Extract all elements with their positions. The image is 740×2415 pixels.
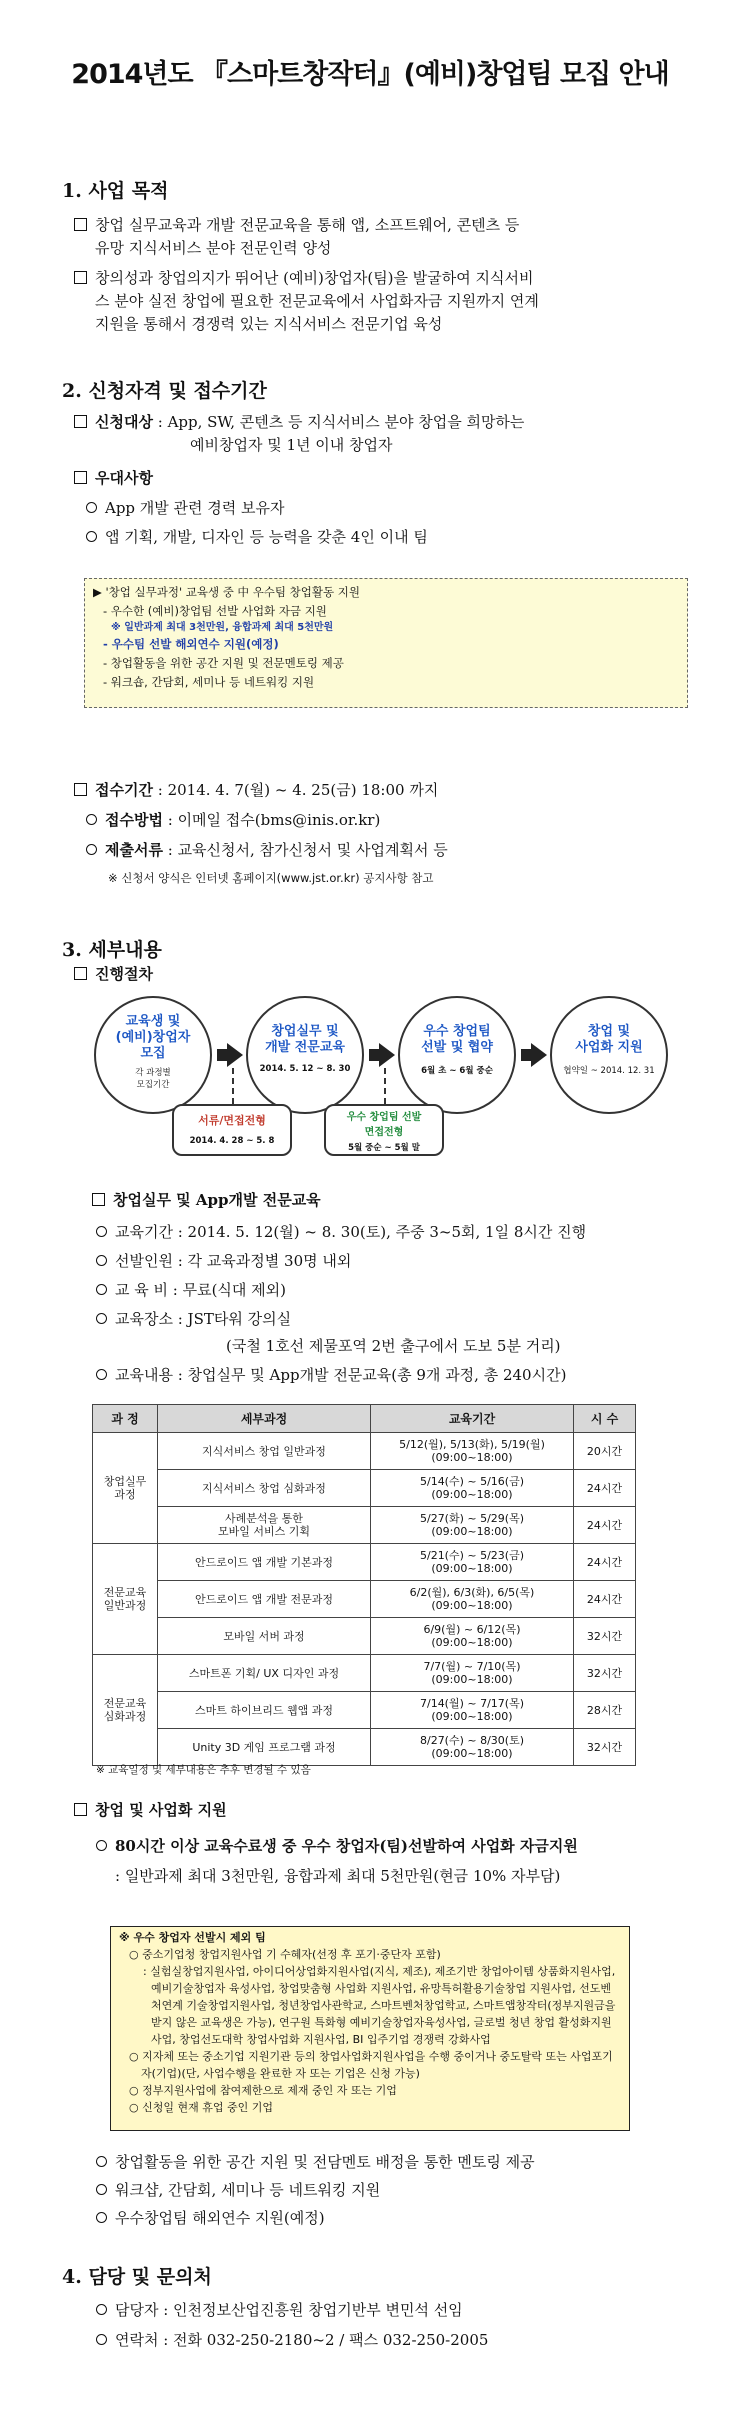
flow-step-date: 각 과정별 모집기간: [135, 1068, 171, 1090]
square-bullet-icon: [92, 1193, 105, 1206]
circle-bullet-icon: [96, 2304, 107, 2315]
flow-step-date: 협약일 ~ 2014. 12. 31: [563, 1066, 655, 1076]
circle-bullet-icon: [96, 1226, 107, 1237]
square-bullet-icon: [74, 1803, 87, 1816]
square-bullet-icon: [74, 218, 87, 231]
benefit-line: - 우수한 (예비)창업팀 선발 사업화 자금 지원: [103, 604, 327, 618]
sub-date: 2014. 4. 28 ~ 5. 8: [189, 1136, 275, 1146]
benefit-title: ▶ '창업 실무과정' 교육생 중 中 우수팀 창업활동 지원: [93, 585, 360, 599]
circle-bullet-icon: [96, 1369, 107, 1380]
table-row: [93, 1507, 636, 1544]
flow-step-2: [246, 996, 364, 1114]
flow-step-title: 창업실무 및 개발 전문교육: [265, 1024, 345, 1055]
group-cell: 창업실무 과정: [93, 1433, 158, 1544]
period-cell: 6/2(월), 6/3(화), 6/5(목) (09:00~18:00): [371, 1581, 574, 1618]
exclusion-title: ※ 우수 창업자 선발시 제외 팀: [119, 1931, 266, 1944]
exclusion-item: ○ 신청일 현재 휴업 중인 기업: [129, 2101, 273, 2114]
table-row: [93, 1655, 636, 1692]
biz-sub: : 일반과제 최대 3천만원, 융합과제 최대 5천만원(현금 10% 자부담): [115, 1867, 561, 1885]
table-header: 교육기간: [371, 1405, 574, 1433]
sub-date: 5월 중순 ~ 5월 말: [348, 1143, 420, 1153]
page-title: 2014년도 『스마트창작터』(예비)창업팀 모집 안내: [71, 59, 669, 90]
section-4-heading: 4. 담당 및 문의처: [62, 2266, 212, 2288]
period-line: 접수기간 : 2014. 4. 7(월) ~ 4. 25(금) 18:00 까지: [74, 780, 438, 801]
edu-item: 교 육 비 : 무료(식대 제외): [96, 1280, 286, 1301]
exclusion-detail: : 실험실창업지원사업, 아이디어상업화지원사업(지식, 제조), 제조기반 창업아이템 상품화지원사업, 예비기술창업자 육성사업, 창업맞춤형 사업화 지원사업, 유망특허활용기술창업 지원사업, 선도벤처연계 기술창업지원사업, 청년창업사관학교, 스마트벤처창업학교, 스마트앱창작터(정부지원금을 받지 않은 교육생은 가능), 연구원 특화형 예비기술창업자육성사업, 글로벌 청년 창업 활성화지원사업, 창업선도대학 창업사업화 지원사업, BI 입주기업 경쟁력 강화사업: [143, 1965, 616, 2046]
course-cell: 지식서비스 창업 일반과정: [158, 1433, 371, 1470]
circle-bullet-icon: [86, 531, 97, 542]
circle-bullet-icon: [96, 2184, 107, 2195]
hours-cell: 24시간: [574, 1581, 636, 1618]
course-cell: 스마트폰 기획/ UX 디자인 과정: [158, 1655, 371, 1692]
hours-cell: 32시간: [574, 1618, 636, 1655]
exclusion-item: ○ 정부지원사업에 참여제한으로 제재 중인 자 또는 기업: [129, 2084, 397, 2097]
square-bullet-icon: [74, 471, 87, 484]
period-cell: 5/12(월), 5/13(화), 5/19(월) (09:00~18:00): [371, 1433, 574, 1470]
period-cell: 5/27(화) ~ 5/29(목) (09:00~18:00): [371, 1507, 574, 1544]
flow-sub-selection: [324, 1104, 444, 1156]
table-note: ※ 교육일정 및 세부내용은 추후 변경될 수 있음: [96, 1764, 311, 1776]
course-cell: 스마트 하이브리드 웹앱 과정: [158, 1692, 371, 1729]
process-heading: 진행절차: [74, 964, 153, 985]
arrow-shaft: [369, 1049, 379, 1061]
period-cell: 5/21(수) ~ 5/23(금) (09:00~18:00): [371, 1544, 574, 1581]
circle-bullet-icon: [86, 844, 97, 855]
edu-item: 교육장소 : JST타워 강의실: [96, 1309, 291, 1330]
hours-cell: 24시간: [574, 1544, 636, 1581]
benefit-line: - 창업활동을 위한 공간 지원 및 전문멘토링 제공: [103, 656, 344, 670]
docs-note: ※ 신청서 양식은 인터넷 홈페이지(www.jst.or.kr) 공지사항 참고: [108, 871, 434, 885]
course-cell: 지식서비스 창업 심화과정: [158, 1470, 371, 1507]
period-cell: 7/14(월) ~ 7/17(목) (09:00~18:00): [371, 1692, 574, 1729]
benefit-line: - 워크숍, 간담회, 세미나 등 네트워킹 지원: [103, 675, 315, 689]
circle-bullet-icon: [96, 2334, 107, 2345]
target-line-cont: 예비창업자 및 1년 이내 창업자: [190, 436, 393, 454]
purpose-item-1-cont: 유망 지식서비스 분야 전문인력 양성: [95, 239, 332, 257]
table-header: 과 정: [93, 1405, 158, 1433]
square-bullet-icon: [74, 415, 87, 428]
arrow-right-icon: [227, 1043, 243, 1067]
square-bullet-icon: [74, 271, 87, 284]
arrow-right-icon: [379, 1043, 395, 1067]
table-header: 세부과정: [158, 1405, 371, 1433]
period-cell: 5/14(수) ~ 5/16(금) (09:00~18:00): [371, 1470, 574, 1507]
circle-bullet-icon: [96, 2212, 107, 2223]
biz-heading: 창업 및 사업화 지원: [74, 1800, 227, 1821]
circle-bullet-icon: [86, 814, 97, 825]
flow-step-3: [398, 996, 516, 1114]
circle-bullet-icon: [96, 1313, 107, 1324]
benefit-box: [84, 578, 688, 708]
circle-bullet-icon: [96, 2156, 107, 2167]
benefit-line: - 우수팀 선발 해외연수 지원(예정): [103, 637, 279, 651]
benefit-note: ※ 일반과제 최대 3천만원, 융합과제 최대 5천만원: [111, 622, 334, 633]
sub-title: 우수 창업팀 선발 면접전형: [346, 1112, 422, 1138]
flow-step-date: 2014. 5. 12 ~ 8. 30: [259, 1064, 351, 1074]
course-cell: 모바일 서버 과정: [158, 1618, 371, 1655]
table-row: [93, 1692, 636, 1729]
purpose-item-2-cont2: 지원을 통해서 경쟁력 있는 지식서비스 전문기업 육성: [95, 315, 443, 333]
pref-item-1: App 개발 관련 경력 보유자: [86, 498, 285, 519]
biz-item: 워크샵, 간담회, 세미나 등 네트워킹 지원: [96, 2180, 380, 2201]
dashed-connector: [232, 1068, 234, 1104]
contact-item: 담당자 : 인천정보산업진흥원 창업기반부 변민석 선임: [96, 2300, 463, 2321]
table-row: [93, 1729, 636, 1766]
sub-title: 서류/면접전형: [198, 1114, 266, 1127]
exclusion-item: ○ 중소기업청 창업지원사업 기 수혜자(선정 후 포기·중단자 포함): [129, 1948, 441, 1961]
purpose-item-2-cont: 스 분야 실전 창업에 필요한 전문교육에서 사업화자금 지원까지 연계: [95, 292, 539, 310]
flow-step-title: 창업 및 사업화 지원: [575, 1024, 643, 1055]
course-cell: 사례분석을 통한 모바일 서비스 기획: [158, 1507, 371, 1544]
circle-bullet-icon: [96, 1255, 107, 1266]
period-cell: 8/27(수) ~ 8/30(토) (09:00~18:00): [371, 1729, 574, 1766]
edu-heading: 창업실무 및 App개발 전문교육: [92, 1190, 321, 1211]
square-bullet-icon: [74, 967, 87, 980]
pref-heading: 우대사항: [74, 468, 153, 489]
flow-sub-screening: [172, 1104, 292, 1156]
table-header: 시 수: [574, 1405, 636, 1433]
flow-step-date: 6월 초 ~ 6월 중순: [421, 1066, 493, 1076]
table-row: [93, 1581, 636, 1618]
section-2-heading: 2. 신청자격 및 접수기간: [62, 380, 267, 402]
flow-step-4: [550, 996, 668, 1114]
contact-item: 연락처 : 전화 032-250-2180~2 / 팩스 032-250-2005: [96, 2330, 488, 2351]
table-row: [93, 1470, 636, 1507]
flow-step-title: 교육생 및 (예비)창업자 모집: [115, 1014, 191, 1061]
exclusion-item: ○ 지자체 또는 중소기업 지원기관 등의 창업사업화지원사업을 수행 중이거나 중도탈락 또는 사업포기 자(기업)(단, 사업수행을 완료한 자 또는 기업은 신청 가능): [129, 2050, 613, 2080]
edu-item: 교육기간 : 2014. 5. 12(월) ~ 8. 30(토), 주중 3~5회, 1일 8시간 진행: [96, 1222, 586, 1243]
flow-step-1: [94, 996, 212, 1114]
exclusion-box: [110, 1926, 630, 2131]
hours-cell: 32시간: [574, 1729, 636, 1766]
purpose-item-2: 창의성과 창업의지가 뛰어난 (예비)창업자(팀)을 발굴하여 지식서비: [74, 268, 533, 289]
biz-item: 창업활동을 위한 공간 지원 및 전담멘토 배정을 통한 멘토링 제공: [96, 2152, 535, 2173]
edu-item: 교육내용 : 창업실무 및 App개발 전문교육(총 9개 과정, 총 240시간): [96, 1365, 566, 1386]
flow-step-title: 우수 창업팀 선발 및 협약: [421, 1024, 493, 1055]
course-cell: Unity 3D 게임 프로그램 과정: [158, 1729, 371, 1766]
table-row: [93, 1544, 636, 1581]
arrow-shaft: [217, 1049, 227, 1061]
biz-main: 80시간 이상 교육수료생 중 우수 창업자(팀)선발하여 사업화 자금지원: [96, 1836, 578, 1857]
method-line: 접수방법 : 이메일 접수(bms@inis.or.kr): [86, 810, 380, 831]
biz-item: 우수창업팀 해외연수 지원(예정): [96, 2208, 325, 2229]
section-1-heading: 1. 사업 목적: [62, 180, 169, 202]
group-cell: 전문교육 심화과정: [93, 1655, 158, 1766]
section-3-heading: 3. 세부내용: [62, 939, 162, 961]
pref-item-2: 앱 기획, 개발, 디자인 등 능력을 갖춘 4인 이내 팀: [86, 527, 428, 548]
table-row: [93, 1433, 636, 1470]
docs-line: 제출서류 : 교육신청서, 참가신청서 및 사업계획서 등: [86, 840, 448, 861]
period-cell: 6/9(월) ~ 6/12(목) (09:00~18:00): [371, 1618, 574, 1655]
group-cell: 전문교육 일반과정: [93, 1544, 158, 1655]
edu-item: 선발인원 : 각 교육과정별 30명 내외: [96, 1251, 351, 1272]
hours-cell: 28시간: [574, 1692, 636, 1729]
circle-bullet-icon: [96, 1284, 107, 1295]
circle-bullet-icon: [86, 502, 97, 513]
course-cell: 안드로이드 앱 개발 전문과정: [158, 1581, 371, 1618]
table-row: [93, 1618, 636, 1655]
circle-bullet-icon: [96, 1840, 107, 1851]
hours-cell: 24시간: [574, 1470, 636, 1507]
course-cell: 안드로이드 앱 개발 기본과정: [158, 1544, 371, 1581]
arrow-shaft: [521, 1049, 531, 1061]
hours-cell: 24시간: [574, 1507, 636, 1544]
hours-cell: 32시간: [574, 1655, 636, 1692]
purpose-item-1: 창업 실무교육과 개발 전문교육을 통해 앱, 소프트웨어, 콘텐츠 등: [74, 215, 519, 236]
hours-cell: 20시간: [574, 1433, 636, 1470]
arrow-right-icon: [531, 1043, 547, 1067]
period-cell: 7/7(월) ~ 7/10(목) (09:00~18:00): [371, 1655, 574, 1692]
target-line: 신청대상 : App, SW, 콘텐츠 등 지식서비스 분야 창업을 희망하는: [74, 412, 524, 433]
curriculum-table: [92, 1404, 636, 1766]
square-bullet-icon: [74, 783, 87, 796]
edu-item-cont: (국철 1호선 제물포역 2번 출구에서 도보 5분 거리): [226, 1337, 561, 1355]
dashed-connector: [384, 1068, 386, 1104]
